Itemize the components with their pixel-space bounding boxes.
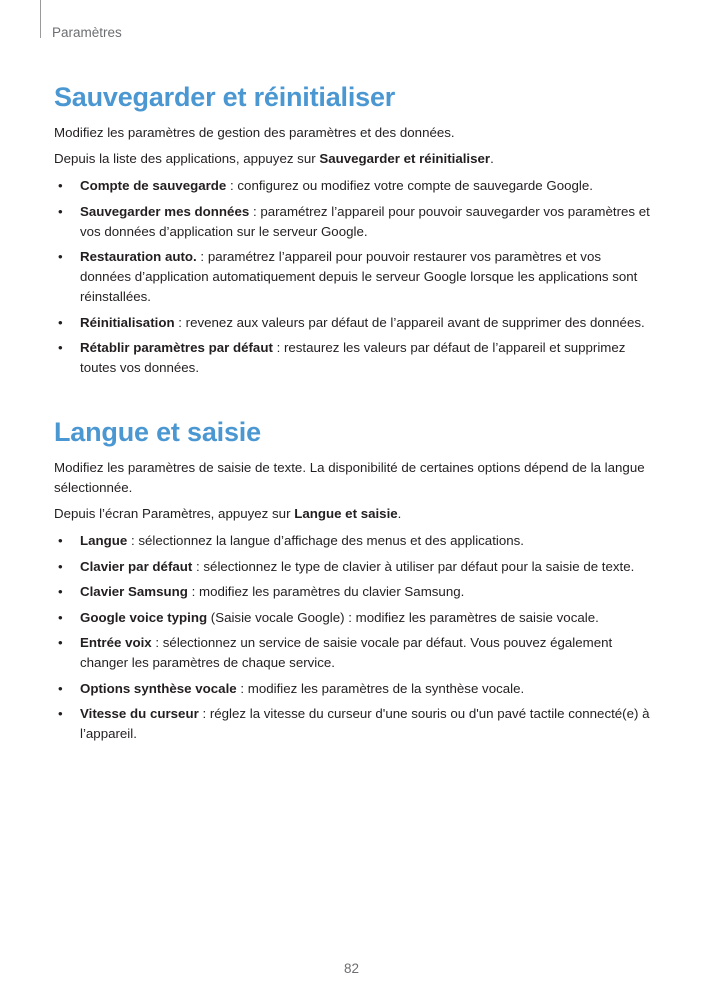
list-item	[54, 633, 650, 673]
list-item	[54, 704, 650, 744]
option-list	[54, 531, 650, 744]
list-item	[54, 679, 650, 699]
list-item	[54, 202, 650, 242]
section-language-input	[54, 417, 650, 744]
item-desc: : modifiez les paramètres du clavier Samsung.	[187, 584, 465, 599]
item-desc: : réglez la vitesse du curseur d'une souris ou d'un pavé tactile connecté(e) à l’appareil.	[80, 706, 650, 741]
path-prefix: Depuis la liste des applications, appuyez sur	[54, 151, 320, 166]
section-title: Sauvegarder et réinitialiser	[54, 82, 396, 112]
item-term: Google voice typing	[80, 609, 208, 625]
item-desc: : paramétrez l’appareil pour pouvoir sauvegarder vos paramètres et vos données d’application sur le serveur Google.	[80, 203, 650, 239]
section-title: Langue et saisie	[54, 417, 261, 447]
item-desc: : revenez aux valeurs par défaut de l’appareil avant de supprimer des données.	[174, 314, 645, 330]
path-prefix: Depuis l’écran Paramètres, appuyez sur	[54, 506, 295, 521]
section-backup-reset	[54, 82, 650, 378]
item-desc: : paramétrez l’appareil pour pouvoir restaurer vos paramètres et vos données d’application automatiquement depuis le serveur Google lorsque les applications sont réinstallées.	[80, 249, 638, 304]
item-term: Clavier Samsung	[80, 584, 188, 599]
list-item	[54, 313, 650, 333]
item-desc: : restaurez les valeurs par défaut de l’appareil et supprimez toutes vos données.	[80, 340, 626, 375]
bullet-icon: •	[58, 584, 63, 599]
bullet-icon: •	[58, 249, 63, 264]
path-suffix: .	[397, 506, 402, 521]
bullet-icon: •	[58, 340, 63, 355]
section-path	[54, 149, 650, 169]
option-list	[54, 176, 650, 378]
item-desc: : sélectionnez un service de saisie vocale par défaut. Vous pouvez également changer les paramètres de chaque service.	[80, 635, 613, 670]
item-term: Compte de sauvegarde	[80, 178, 227, 193]
list-item	[54, 608, 650, 628]
item-desc: : sélectionnez le type de clavier à utiliser par défaut pour la saisie de texte.	[192, 558, 635, 574]
item-term: Réinitialisation	[80, 314, 175, 330]
bullet-icon: •	[58, 706, 63, 721]
item-term: Langue	[80, 533, 128, 548]
item-term: Vitesse du curseur	[80, 706, 199, 721]
bullet-icon: •	[58, 558, 63, 574]
path-bold: Langue et saisie	[294, 506, 398, 521]
item-desc: (Saisie vocale Google) : modifiez les paramètres de saisie vocale.	[207, 609, 599, 625]
item-desc: : configurez ou modifiez votre compte de sauvegarde Google.	[226, 178, 593, 193]
item-term: Rétablir paramètres par défaut	[80, 340, 273, 355]
list-item	[54, 176, 650, 196]
item-desc: : sélectionnez la langue d’affichage des menus et des applications.	[127, 533, 524, 548]
path-suffix: .	[490, 151, 494, 166]
item-term: Options synthèse vocale	[80, 680, 237, 696]
bullet-icon: •	[58, 635, 63, 650]
item-term: Clavier par défaut	[80, 558, 193, 574]
page-number: 82	[343, 961, 360, 976]
list-item	[54, 531, 650, 551]
bullet-icon: •	[58, 203, 63, 219]
bullet-icon: •	[58, 178, 63, 193]
list-item	[54, 338, 650, 378]
section-path	[54, 504, 650, 524]
bullet-icon: •	[58, 314, 63, 330]
item-desc: : modifiez les paramètres de la synthèse vocale.	[236, 680, 525, 696]
section-intro: Modifiez les paramètres de gestion des paramètres et des données.	[54, 125, 455, 140]
bullet-icon: •	[58, 609, 63, 625]
item-term: Restauration auto.	[80, 249, 197, 264]
bullet-icon: •	[58, 533, 63, 548]
running-header: Paramètres	[52, 25, 122, 40]
list-item	[54, 557, 650, 577]
item-term: Sauvegarder mes données	[80, 203, 250, 219]
path-bold: Sauvegarder et réinitialiser	[319, 151, 491, 166]
list-item	[54, 247, 650, 307]
bullet-icon: •	[58, 680, 63, 696]
header-rule	[40, 0, 41, 38]
list-item	[54, 582, 650, 602]
item-term: Entrée voix	[80, 635, 152, 650]
section-intro: Modifiez les paramètres de saisie de texte. La disponibilité de certaines options dépend de la langue sélectionnée.	[54, 460, 645, 495]
